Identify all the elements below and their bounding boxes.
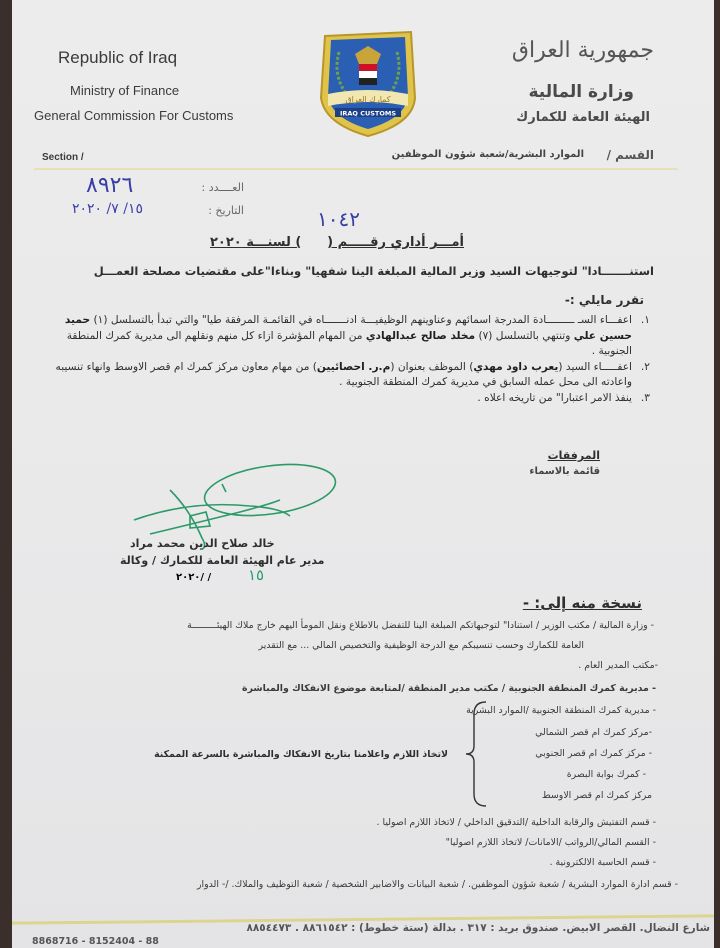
copy-recipient: -مكتب المدير العام . (578, 660, 658, 671)
item-text: ) من مهام معاون مركز كمرك ام قصر الاوسط وانهاء تنسيبه واعادته الى محل عمله السابق في مديرية كمرك المنطقة الجنوبية . (55, 360, 632, 389)
item-text: اعفـــــاء السيد ( (558, 360, 632, 373)
document-page (12, 0, 714, 948)
copy-recipient: مركز كمرك ام قصر الاوسط (542, 790, 652, 801)
item-number: ٣. (640, 391, 650, 404)
copy-recipient: - مديرية كمرك المنطقة الجنوبية /الموارد البشرية (466, 705, 656, 716)
order-item (50, 391, 650, 407)
header-ministry-en: Ministry of Finance (70, 83, 180, 98)
section-value-ar: الموارد البشرية/شعبة شؤون الموظفين (391, 149, 584, 160)
header-country-ar: جمهورية العراق (511, 38, 654, 63)
footer-phones: 8868716 - 8152404 - 88 (32, 936, 159, 947)
order-item (50, 360, 650, 391)
order-intro: استنـــــــادا" لتوجيهات السيد وزير المالية المبلغة الينا شفهيا" وبناءا"على مقتضيات مصلحة العمـــل (93, 264, 654, 278)
section-label-en: Section / (42, 152, 84, 163)
copy-recipient: - وزارة المالية / مكتب الوزير / استنادا" لتوجيهاتكم المبلغة الينا للتفضل بالاطلاع ونقل المومأ اليهم خارج ملاك الهيئـــــــــة (187, 620, 654, 631)
order-items (50, 313, 650, 407)
item-name-bold: حميد حسين علي (64, 314, 632, 342)
customs-emblem-logo (317, 28, 419, 138)
copy-recipient: - مديرية كمرك المنطقة الجنوبية / مكتب مدير المنطقة /لمتابعة موضوع الانفكاك والمباشرة (242, 683, 656, 694)
signatory-date-handwritten: ١٥ (248, 566, 265, 584)
header-country-en: Republic of Iraq (58, 48, 178, 67)
header-ministry-ar: وزارة المالية (528, 82, 634, 102)
reference-date-value: ١٥/ ٧/ ٢٠٢٠ (72, 201, 143, 217)
item-text: ) الموظف بعنوان ( (390, 360, 474, 373)
copy-recipient: - قسم التفتيش والرقابة الداخلية /التدقيق الداخلي / لاتخاذ اللازم اصوليا . (376, 817, 656, 828)
item-name-bold: يعرب داود مهدي (473, 360, 559, 373)
copy-recipient: العامة للكمارك وحسب تنسيبكم مع الدرجة الوظيفية والتخصيص المالي ... مع التقدير (258, 640, 584, 651)
item-number: ٢. (640, 360, 650, 373)
copy-recipient: -مركز كمرك ام قصر الشمالي (535, 727, 652, 738)
copy-recipient: - كمرك بوابة البصرة (566, 769, 646, 780)
signatory-date-printed: ٢٠٢٠/ / (176, 572, 212, 583)
attachments-title: المرفقات (547, 449, 600, 462)
svg-text:كمارك العراق: كمارك العراق (345, 95, 391, 104)
item-text: اعفـــاء السـ ـــــــــادة المدرجة اسمائهم وعناوينهم الوظيفيـــة ادنـــــــاه في القائمـة المرفقة طيا" والتي تبدأ بالتسلسل (١) (90, 314, 632, 326)
reference-number-value: ٨٩٢٦ (86, 173, 134, 198)
item-number: ١. (640, 314, 650, 326)
attachments-body: قائمة بالاسماء (529, 466, 600, 477)
item-name-bold: مخلد صالح عبدالهادي (365, 329, 476, 342)
header-divider (34, 168, 678, 170)
reference-date-label: التاريخ : (208, 204, 244, 217)
copies-title: نسخة منه إلى: - (522, 594, 642, 612)
curly-brace-icon (464, 700, 490, 808)
item-text: ينفذ الامر اعتبارا" من تاريخه اعلاه . (477, 391, 632, 404)
copy-recipient: - قسم الحاسبة الالكترونية . (549, 857, 656, 868)
copy-recipient: - مركز كمرك ام قصر الجنوبي (535, 748, 652, 759)
order-year: ) لسنـــة ٢٠٢٠ (210, 235, 302, 250)
brace-note: لاتخاذ اللازم واعلامنا بتاريخ الانفكاك والمباشرة بالسرعة الممكنة (154, 749, 448, 760)
item-title-bold: م.ر. احصائيين (316, 360, 391, 373)
order-item (50, 313, 650, 360)
copy-recipient: - القسم المالي/الرواتب /الامانات/ لاتخاذ اللازم اصوليا" (445, 837, 656, 848)
header-commission-ar: الهيئة العامة للكمارك (516, 110, 650, 125)
order-decided: تقرر مايلي :- (564, 293, 644, 307)
header-commission-en: General Commission For Customs (34, 108, 234, 123)
item-text: وتنتهي بالتسلسل (٧) (475, 329, 574, 342)
order-title: أمـــر أداري رقـــــم ( (327, 235, 464, 250)
copy-recipient: - قسم ادارة الموارد البشرية / شعبة شؤون الموظفين. / شعبة البيانات والاضابير الشخصية / شعبة التوظيف والملاك. /- الدوار (196, 879, 678, 890)
order-number-handwritten: ١٠٤٢ (317, 207, 360, 231)
item-text: من المهام المؤشرة ازاء كل منهم ونقلهم الى مديرية كمرك المنطقة الجنوبية . (66, 329, 632, 358)
signatory-name: خالد صلاح الدين محمد مراد (130, 537, 275, 550)
footer-address: شارع النضال. القصر الابيض. صندوق بريد : ٣١٧ . بدالة (ستة خطوط) : ٨٨٦١٥٤٢ . ٨٨٥٤٤٧٣ (246, 922, 710, 934)
section-label-ar: القسم / (606, 148, 654, 162)
signatory-title: مدير عام الهيئة العامة للكمارك / وكالة (120, 554, 325, 567)
svg-text:IRAQ CUSTOMS: IRAQ CUSTOMS (339, 109, 397, 118)
reference-number-label: العــــدد : (201, 181, 244, 194)
